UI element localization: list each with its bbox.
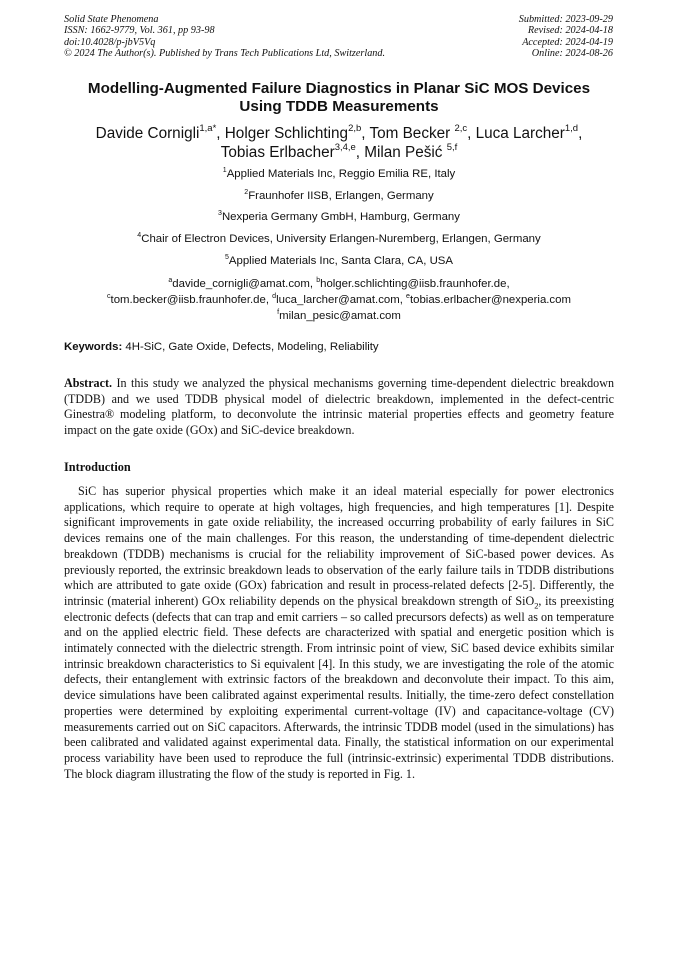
author-name: , Holger Schlichting (216, 125, 349, 142)
doi-line: doi:10.4028/p-jbV5Vq (64, 36, 156, 48)
email-sup: b (316, 276, 321, 284)
email-link[interactable]: luca_larcher@amat.com, (276, 294, 407, 306)
author-name: , Tom Becker (361, 125, 455, 142)
author-sup: 2,c (454, 122, 468, 134)
email-link[interactable]: davide_cornigli@amat.com, (172, 278, 317, 290)
email-sup: c (107, 292, 111, 300)
email-line-2 (40, 292, 638, 308)
abstract (64, 376, 614, 439)
author-line-1 (40, 124, 638, 143)
affiliation-4 (40, 232, 638, 246)
author-name: Tobias Erlbacher (220, 144, 335, 161)
author-sup: 3,4,e (334, 141, 356, 153)
email-link[interactable]: tobias.erlbacher@nexperia.com (409, 294, 571, 306)
introduction-heading: Introduction (64, 460, 131, 474)
email-line-1 (40, 276, 638, 292)
journal-header-right (519, 14, 613, 60)
author-name: Davide Cornigli (95, 125, 200, 142)
keywords-text: 4H-SiC, Gate Oxide, Defects, Modeling, Reliability (122, 341, 379, 353)
author-sup: 5,f (446, 141, 458, 153)
author-sup: 1,d (564, 122, 579, 134)
paper-title (40, 80, 638, 116)
affiliation-1 (40, 167, 638, 181)
affiliation-sup: 1 (222, 166, 227, 174)
affiliation-sup: 5 (224, 253, 229, 261)
affiliation-text: Applied Materials Inc, Santa Clara, CA, USA (228, 255, 454, 267)
affiliation-5 (40, 254, 638, 268)
author-separator: , (578, 125, 583, 142)
affiliation-text: Fraunhofer IISB, Erlangen, Germany (248, 190, 434, 202)
email-line-3 (40, 308, 638, 324)
abstract-text: In this study we analyzed the physical mechanisms governing time-dependent dielectric breakdown (TDDB) and we used TDDB physical model of dielectric breakdown, implemented in the defect-centric Ginestra® modeling platform, to deconvolute the intrinsic material properties effects and geometry feature impact on the gate oxide (GOx) and SiC-device breakdown. (64, 376, 614, 438)
accepted-date: Accepted: 2024-04-19 (522, 36, 613, 48)
email-link[interactable]: milan_pesic@amat.com (279, 310, 401, 322)
revised-date: Revised: 2024-04-18 (527, 25, 613, 37)
abstract-label: Abstract. (64, 376, 113, 390)
author-sup: 2,b (348, 122, 362, 134)
email-sup: e (406, 292, 410, 300)
email-link[interactable]: tom.becker@iisb.fraunhofer.de, (110, 294, 273, 306)
email-sup: a (168, 276, 173, 284)
affiliation-sup: 4 (137, 231, 142, 239)
author-sup: 1,a* (199, 122, 217, 134)
introduction-paragraph (64, 484, 614, 782)
journal-header-left (64, 14, 385, 60)
affiliation-text: Nexperia Germany GmbH, Hamburg, Germany (221, 211, 460, 223)
keywords-label: Keywords: (64, 341, 123, 353)
email-block (40, 276, 638, 324)
submitted-date: Submitted: 2023-09-29 (518, 14, 613, 25)
affiliation-3 (40, 210, 638, 224)
title-line-2: Using TDDB Measurements (239, 98, 439, 115)
journal-name: Solid State Phenomena (64, 14, 159, 25)
copyright-line: © 2024 The Author(s). Published by Trans Tech Publications Ltd, Switzerland. (64, 48, 386, 60)
author-line-2 (40, 143, 638, 162)
affiliation-text: Chair of Electron Devices, University Erlangen-Nuremberg, Erlangen, Germany (141, 233, 541, 245)
affiliation-sup: 3 (218, 209, 222, 217)
intro-text-part-2: , its preexisting electronic defects (defects that can trap and emit carriers – so called precursors defects) as well as on temperature and on the applied electric field. These defects are characterized with spatial and energetic position which is intimately connected with the dielectric strength. From intrinsic point of view, SiC based device exhibits similar intrinsic breakdown characteristics to Si equivalent [4]. In this study, we are investigating the role of the atomic defects, their entanglement with extrinsic factors of the breakdown and deconvolute their impact. To this aim, device simulations have been calibrated against experimental results. Initially, the time-zero defect constellation properties were determined by exploiting experimental current-voltage (IV) and capacitance-voltage (CV) measurements carried out on SiC capacitors. Afterwards, the intrinsic TDDB model (used in the simulations) has been calibrated and validated against experimental data. Finally, the statistical information on our experimental process variability have been used to reproduce the full (intrinsic-extrinsic) experimental TDDB distributions. The block diagram illustrating the flow of the study is reported in Fig. 1. (64, 593, 614, 781)
issn-line: ISSN: 1662-9779, Vol. 361, pp 93-98 (64, 25, 215, 37)
sio2-subscript: 2 (534, 600, 539, 611)
intro-text-part-1: SiC has superior physical properties which make it an ideal material especially for power electronics applications, which require to operate at high voltages, high frequencies, and high temperatures [1]. Despite significant improvements in gate oxide reliability, the increased occurring probability of early failures in SiC devices remains one of the main challenges. For this reason, the understanding of time-dependent dielectric breakdown (TDDB) mechanisms is crucial for the reliability improvement of SiC-based power devices. As previously reported, the extrinsic breakdown leads to observation of the early failure tails in TDDB distributions which are attributed to gate oxide (GOx) fabrication and result in process-related defects [2-5]. Differently, the intrinsic (material inherent) GOx reliability depends on the physical breakdown strength of SiO (64, 484, 614, 608)
author-name: , Luca Larcher (467, 125, 565, 142)
affiliation-sup: 2 (244, 188, 249, 196)
affiliation-2 (40, 189, 638, 203)
email-sup: f (277, 308, 280, 316)
affiliation-text: Applied Materials Inc, Reggio Emilia RE, Italy (226, 168, 456, 180)
email-sup: d (272, 292, 277, 300)
online-date: Online: 2024-08-26 (531, 48, 613, 60)
title-line-1: Modelling-Augmented Failure Diagnostics in Planar SiC MOS Devices (87, 80, 591, 97)
author-name: , Milan Pešić (355, 144, 447, 161)
author-list (40, 124, 638, 162)
keywords (64, 341, 379, 353)
email-link[interactable]: holger.schlichting@iisb.fraunhofer.de, (320, 278, 510, 290)
